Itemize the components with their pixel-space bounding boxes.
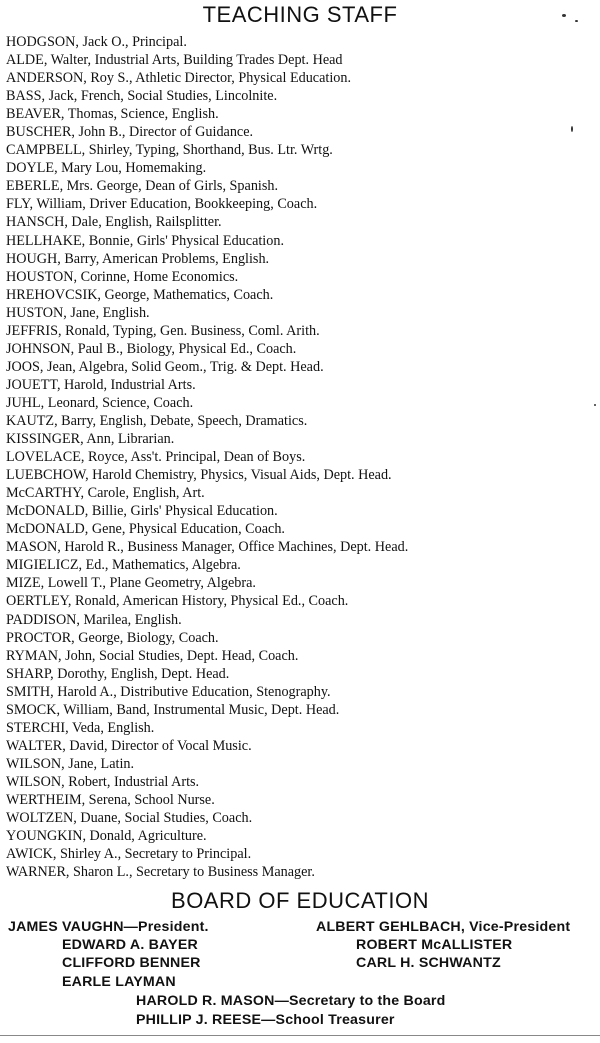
print-speck: [571, 126, 573, 132]
staff-entry: EBERLE, Mrs. George, Dean of Girls, Spanish.: [6, 178, 279, 195]
page-bottom-rule: [0, 1035, 600, 1036]
staff-entry: JOOS, Jean, Algebra, Solid Geom., Trig. & Dept. Head.: [6, 358, 324, 375]
board-vice-president: ALBERT GEHLBACH, Vice-President: [316, 919, 571, 935]
teaching-staff-list: [6, 33, 596, 881]
staff-entry: McCARTHY, Carole, English, Art.: [6, 485, 205, 502]
teaching-staff-heading: TEACHING STAFF: [202, 2, 398, 27]
board-of-education-heading: BOARD OF EDUCATION: [171, 888, 429, 913]
staff-entry: YOUNGKIN, Donald, Agriculture.: [6, 828, 207, 845]
staff-entry: KAUTZ, Barry, English, Debate, Speech, Dramatics.: [6, 412, 308, 429]
staff-entry: MIZE, Lowell T., Plane Geometry, Algebra.: [6, 575, 256, 592]
staff-entry: STERCHI, Veda, English.: [6, 719, 155, 736]
staff-entry: HOUSTON, Corinne, Home Economics.: [6, 268, 239, 285]
staff-entry: WOLTZEN, Duane, Social Studies, Coach.: [6, 810, 253, 827]
staff-entry: WILSON, Robert, Industrial Arts.: [6, 773, 200, 790]
board-president: JAMES VAUGHN—President.: [8, 919, 209, 935]
staff-entry: DOYLE, Mary Lou, Homemaking.: [6, 160, 207, 177]
staff-entry: SMITH, Harold A., Distributive Education, Stenography.: [6, 683, 331, 700]
staff-entry: ANDERSON, Roy S., Athletic Director, Physical Education.: [6, 70, 352, 87]
board-member: EARLE LAYMAN: [62, 974, 176, 990]
staff-entry: JOUETT, Harold, Industrial Arts.: [6, 376, 196, 393]
staff-entry: MASON, Harold R., Business Manager, Office Machines, Dept. Head.: [6, 539, 409, 556]
staff-entry: BASS, Jack, French, Social Studies, Lincolnite.: [6, 88, 278, 105]
staff-entry: HUSTON, Jane, English.: [6, 304, 150, 321]
staff-entry: WILSON, Jane, Latin.: [6, 755, 135, 772]
staff-entry: RYMAN, John, Social Studies, Dept. Head, Coach.: [6, 647, 299, 664]
staff-entry: WERTHEIM, Serena, School Nurse.: [6, 791, 215, 808]
staff-entry: SHARP, Dorothy, English, Dept. Head.: [6, 665, 230, 682]
board-member: CARL H. SCHWANTZ: [356, 955, 501, 971]
staff-entry: JOHNSON, Paul B., Biology, Physical Ed., Coach.: [6, 340, 297, 357]
staff-entry: HOUGH, Barry, American Problems, English.: [6, 250, 270, 267]
staff-entry: HODGSON, Jack O., Principal.: [6, 34, 187, 50]
staff-entry: HELLHAKE, Bonnie, Girls' Physical Education.: [6, 232, 284, 249]
staff-entry: AWICK, Shirley A., Secretary to Principal.: [6, 846, 252, 863]
staff-entry: McDONALD, Billie, Girls' Physical Education.: [6, 503, 278, 520]
print-speck: [594, 404, 596, 406]
staff-entry: JEFFRIS, Ronald, Typing, Gen. Business, Coml. Arith.: [6, 322, 320, 339]
board-member: CLIFFORD BENNER: [62, 955, 201, 971]
staff-entry: LOVELACE, Royce, Ass't. Principal, Dean of Boys.: [6, 449, 306, 466]
staff-entry: JUHL, Leonard, Science, Coach.: [6, 394, 194, 411]
board-treasurer: PHILLIP J. REESE—School Treasurer: [136, 1012, 395, 1028]
staff-entry: WALTER, David, Director of Vocal Music.: [6, 737, 252, 754]
staff-entry: OERTLEY, Ronald, American History, Physical Ed., Coach.: [6, 593, 349, 610]
staff-entry: PROCTOR, George, Biology, Coach.: [6, 629, 219, 646]
board-member: ROBERT McALLISTER: [356, 937, 513, 953]
staff-entry: KISSINGER, Ann, Librarian.: [6, 431, 175, 448]
staff-entry: MIGIELICZ, Ed., Mathematics, Algebra.: [6, 557, 241, 574]
board-member: EDWARD A. BAYER: [62, 937, 198, 953]
staff-entry: LUEBCHOW, Harold Chemistry, Physics, Visual Aids, Dept. Head.: [6, 467, 392, 484]
staff-entry: HANSCH, Dale, English, Railsplitter.: [6, 214, 222, 231]
staff-entry: FLY, William, Driver Education, Bookkeeping, Coach.: [6, 196, 318, 213]
staff-entry: McDONALD, Gene, Physical Education, Coach.: [6, 521, 285, 538]
staff-entry: ALDE, Walter, Industrial Arts, Building Trades Dept. Head: [6, 52, 343, 69]
staff-entry: WARNER, Sharon L., Secretary to Business Manager.: [6, 864, 315, 881]
print-speck: [575, 20, 578, 22]
staff-entry: BUSCHER, John B., Director of Guidance.: [6, 124, 254, 141]
board-secretary: HAROLD R. MASON—Secretary to the Board: [136, 993, 446, 1009]
staff-entry: BEAVER, Thomas, Science, English.: [6, 106, 219, 123]
print-speck: [562, 14, 566, 17]
staff-entry: SMOCK, William, Band, Instrumental Music, Dept. Head.: [6, 701, 340, 718]
staff-entry: HREHOVCSIK, George, Mathematics, Coach.: [6, 286, 274, 303]
staff-entry: CAMPBELL, Shirley, Typing, Shorthand, Bus. Ltr. Wrtg.: [6, 142, 333, 159]
staff-entry: PADDISON, Marilea, English.: [6, 611, 182, 628]
